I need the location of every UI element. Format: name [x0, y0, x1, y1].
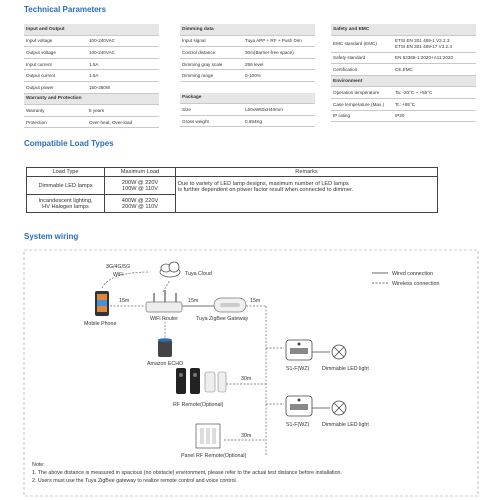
- panel-remote-label: Panel RF Remote(Optional): [181, 453, 247, 459]
- spec-value: 30m(Barrier-free space): [243, 47, 315, 59]
- led-light-icon: [332, 345, 346, 359]
- spec-label: Gross weight: [180, 115, 243, 127]
- spec-value: L60xW60xH40mm: [243, 104, 315, 116]
- dimmer-label: S1-F(WZ): [286, 366, 310, 372]
- spec-label: Input voltage: [24, 35, 87, 47]
- mobile-phone-label: Mobile Phone: [84, 321, 117, 327]
- spec-value: Ta: -20°C ~ +55°C: [393, 87, 476, 99]
- remarks-line: Due to variety of LED lamp designs, maximum number of LED lamps: [178, 181, 349, 187]
- spec-value: 5 years: [87, 105, 159, 117]
- spec-label: Size: [180, 104, 243, 116]
- spec-value: Tc: +85°C: [393, 98, 476, 110]
- spec-label: Output voltage: [24, 47, 87, 59]
- amazon-echo-icon: [158, 338, 172, 357]
- panel-remote-icon: [196, 424, 220, 448]
- distance-label: 15m: [188, 298, 199, 304]
- max-load-line: 100W @ 110V: [121, 185, 159, 192]
- note-line-1: 1. The above distance is measured in spacious (no obstacle) environment, please refer to the actual test distance before installation.: [32, 470, 342, 476]
- legend-wireless-text: Wireless connection: [392, 281, 440, 287]
- spec-value: 100-240VAC: [87, 35, 159, 47]
- distance-label: 30m: [241, 376, 252, 382]
- rf-remote-label: RF Remote(Optional): [173, 402, 224, 408]
- led-light-icon: [332, 401, 346, 415]
- spec-label: Control distance: [180, 47, 243, 59]
- warranty-title: Warranty and Protection: [24, 93, 159, 105]
- max-load-line: 200W @ 220V: [121, 179, 159, 186]
- load-type-cell: Dimmable LED lamps: [27, 177, 105, 195]
- spec-value: Over-heat, Over-load: [87, 116, 159, 128]
- spec-label: Input current: [24, 58, 87, 70]
- remarks-line: is further dependent on power factor result when connected to dimmer.: [178, 187, 354, 193]
- echo-label: Amazon ECHO: [147, 361, 184, 367]
- spec-value: Tuya APP + RF + Push Dim: [243, 35, 315, 47]
- spec-label: Certification: [331, 64, 393, 76]
- safety-title: Safety and EMC: [331, 24, 476, 35]
- spec-value: 0.694Kg: [243, 115, 315, 127]
- package-title: Package: [180, 93, 315, 104]
- wireless-phone-cloud: [102, 272, 150, 288]
- legend-wired-text: Wired connection: [392, 271, 433, 277]
- distance-label: 30m: [241, 433, 252, 439]
- cloud-label: Tuya Cloud: [185, 271, 212, 277]
- technical-parameters-heading: Technical Parameters: [24, 5, 107, 14]
- load-type-header: Load Type: [27, 168, 105, 177]
- spec-value: 256 level: [243, 58, 315, 70]
- wireless-router-cloud: [163, 280, 170, 292]
- emc-line-2: ETSI EN 301 489-17 V3.2.4: [395, 43, 452, 49]
- rf-remote-icon: [176, 368, 226, 394]
- max-load-line: 400W @ 220V: [121, 197, 159, 204]
- load-type-line: HV Halogen lamps: [42, 203, 89, 210]
- wifi-label: WiFi: [113, 272, 124, 278]
- spec-value: 150-360W: [87, 81, 159, 93]
- system-wiring-heading: System wiring: [24, 232, 79, 241]
- spec-label: Dimming range: [180, 70, 243, 82]
- remarks-header: Remarks: [176, 168, 438, 177]
- distance-label: 15m: [250, 298, 261, 304]
- dimmer-module-icon: [286, 396, 312, 416]
- spec-label: EMC standard (EMC): [331, 35, 393, 52]
- mobile-phone-icon: [95, 291, 109, 316]
- spec-value: 100-240VAC: [87, 47, 159, 59]
- emc-line-1: ETSI EN 301 489-1 V2.2.3: [395, 38, 450, 43]
- network-label: 3G/4G/5G: [106, 264, 131, 270]
- spec-label: Output power: [24, 81, 87, 93]
- spec-label: Safety standard: [331, 52, 393, 64]
- dimmer-label: S1-F(WZ): [286, 422, 310, 428]
- spec-value: 1.5A: [87, 70, 159, 82]
- zigbee-gateway-icon: [214, 298, 246, 312]
- spec-label: IP rating: [331, 110, 393, 122]
- spec-label: Output current: [24, 70, 87, 82]
- spec-value: EN 62368-1:2020+A11:2020: [393, 52, 476, 64]
- tuya-cloud-icon: [160, 262, 180, 277]
- spec-label: Operation temperature: [331, 87, 393, 99]
- dimmer-module-icon: [286, 340, 312, 360]
- spec-label: Input signal: [180, 35, 243, 47]
- compatible-load-types-heading: Compatible Load Types: [24, 139, 114, 148]
- note-title: Note:: [32, 462, 45, 468]
- spec-value: 0-100%: [243, 70, 315, 82]
- maximum-load-header: Maximum Load: [105, 168, 176, 177]
- wifi-router-icon: [146, 290, 182, 312]
- spec-value: IP20: [393, 110, 476, 122]
- spec-value: CE,EMC: [393, 64, 476, 76]
- spec-label: Protection: [24, 116, 87, 128]
- note-line-2: 2. Users must use the Tuya ZigBee gateway to realize remote control and voice control.: [32, 478, 238, 484]
- input-output-title: Input and Output: [24, 24, 159, 35]
- spec-label: Case temperature (Max.): [331, 98, 393, 110]
- load-type-line: Incandescent lighting,: [38, 197, 93, 204]
- dimming-title: Dimming data: [180, 24, 315, 35]
- max-load-line: 200W @ 110V: [121, 203, 159, 210]
- light-label: Dimmable LED light: [322, 422, 369, 428]
- spec-label: Warranty: [24, 105, 87, 117]
- wifi-router-label: WiFi Router: [150, 316, 178, 322]
- gateway-label: Tuya ZigBee Gateway: [196, 316, 249, 322]
- spec-value: 1.5A: [87, 58, 159, 70]
- light-label: Dimmable LED light: [322, 366, 369, 372]
- environment-title: Environment: [331, 75, 476, 87]
- distance-label: 15m: [119, 298, 130, 304]
- spec-label: Dimming gray scale: [180, 58, 243, 70]
